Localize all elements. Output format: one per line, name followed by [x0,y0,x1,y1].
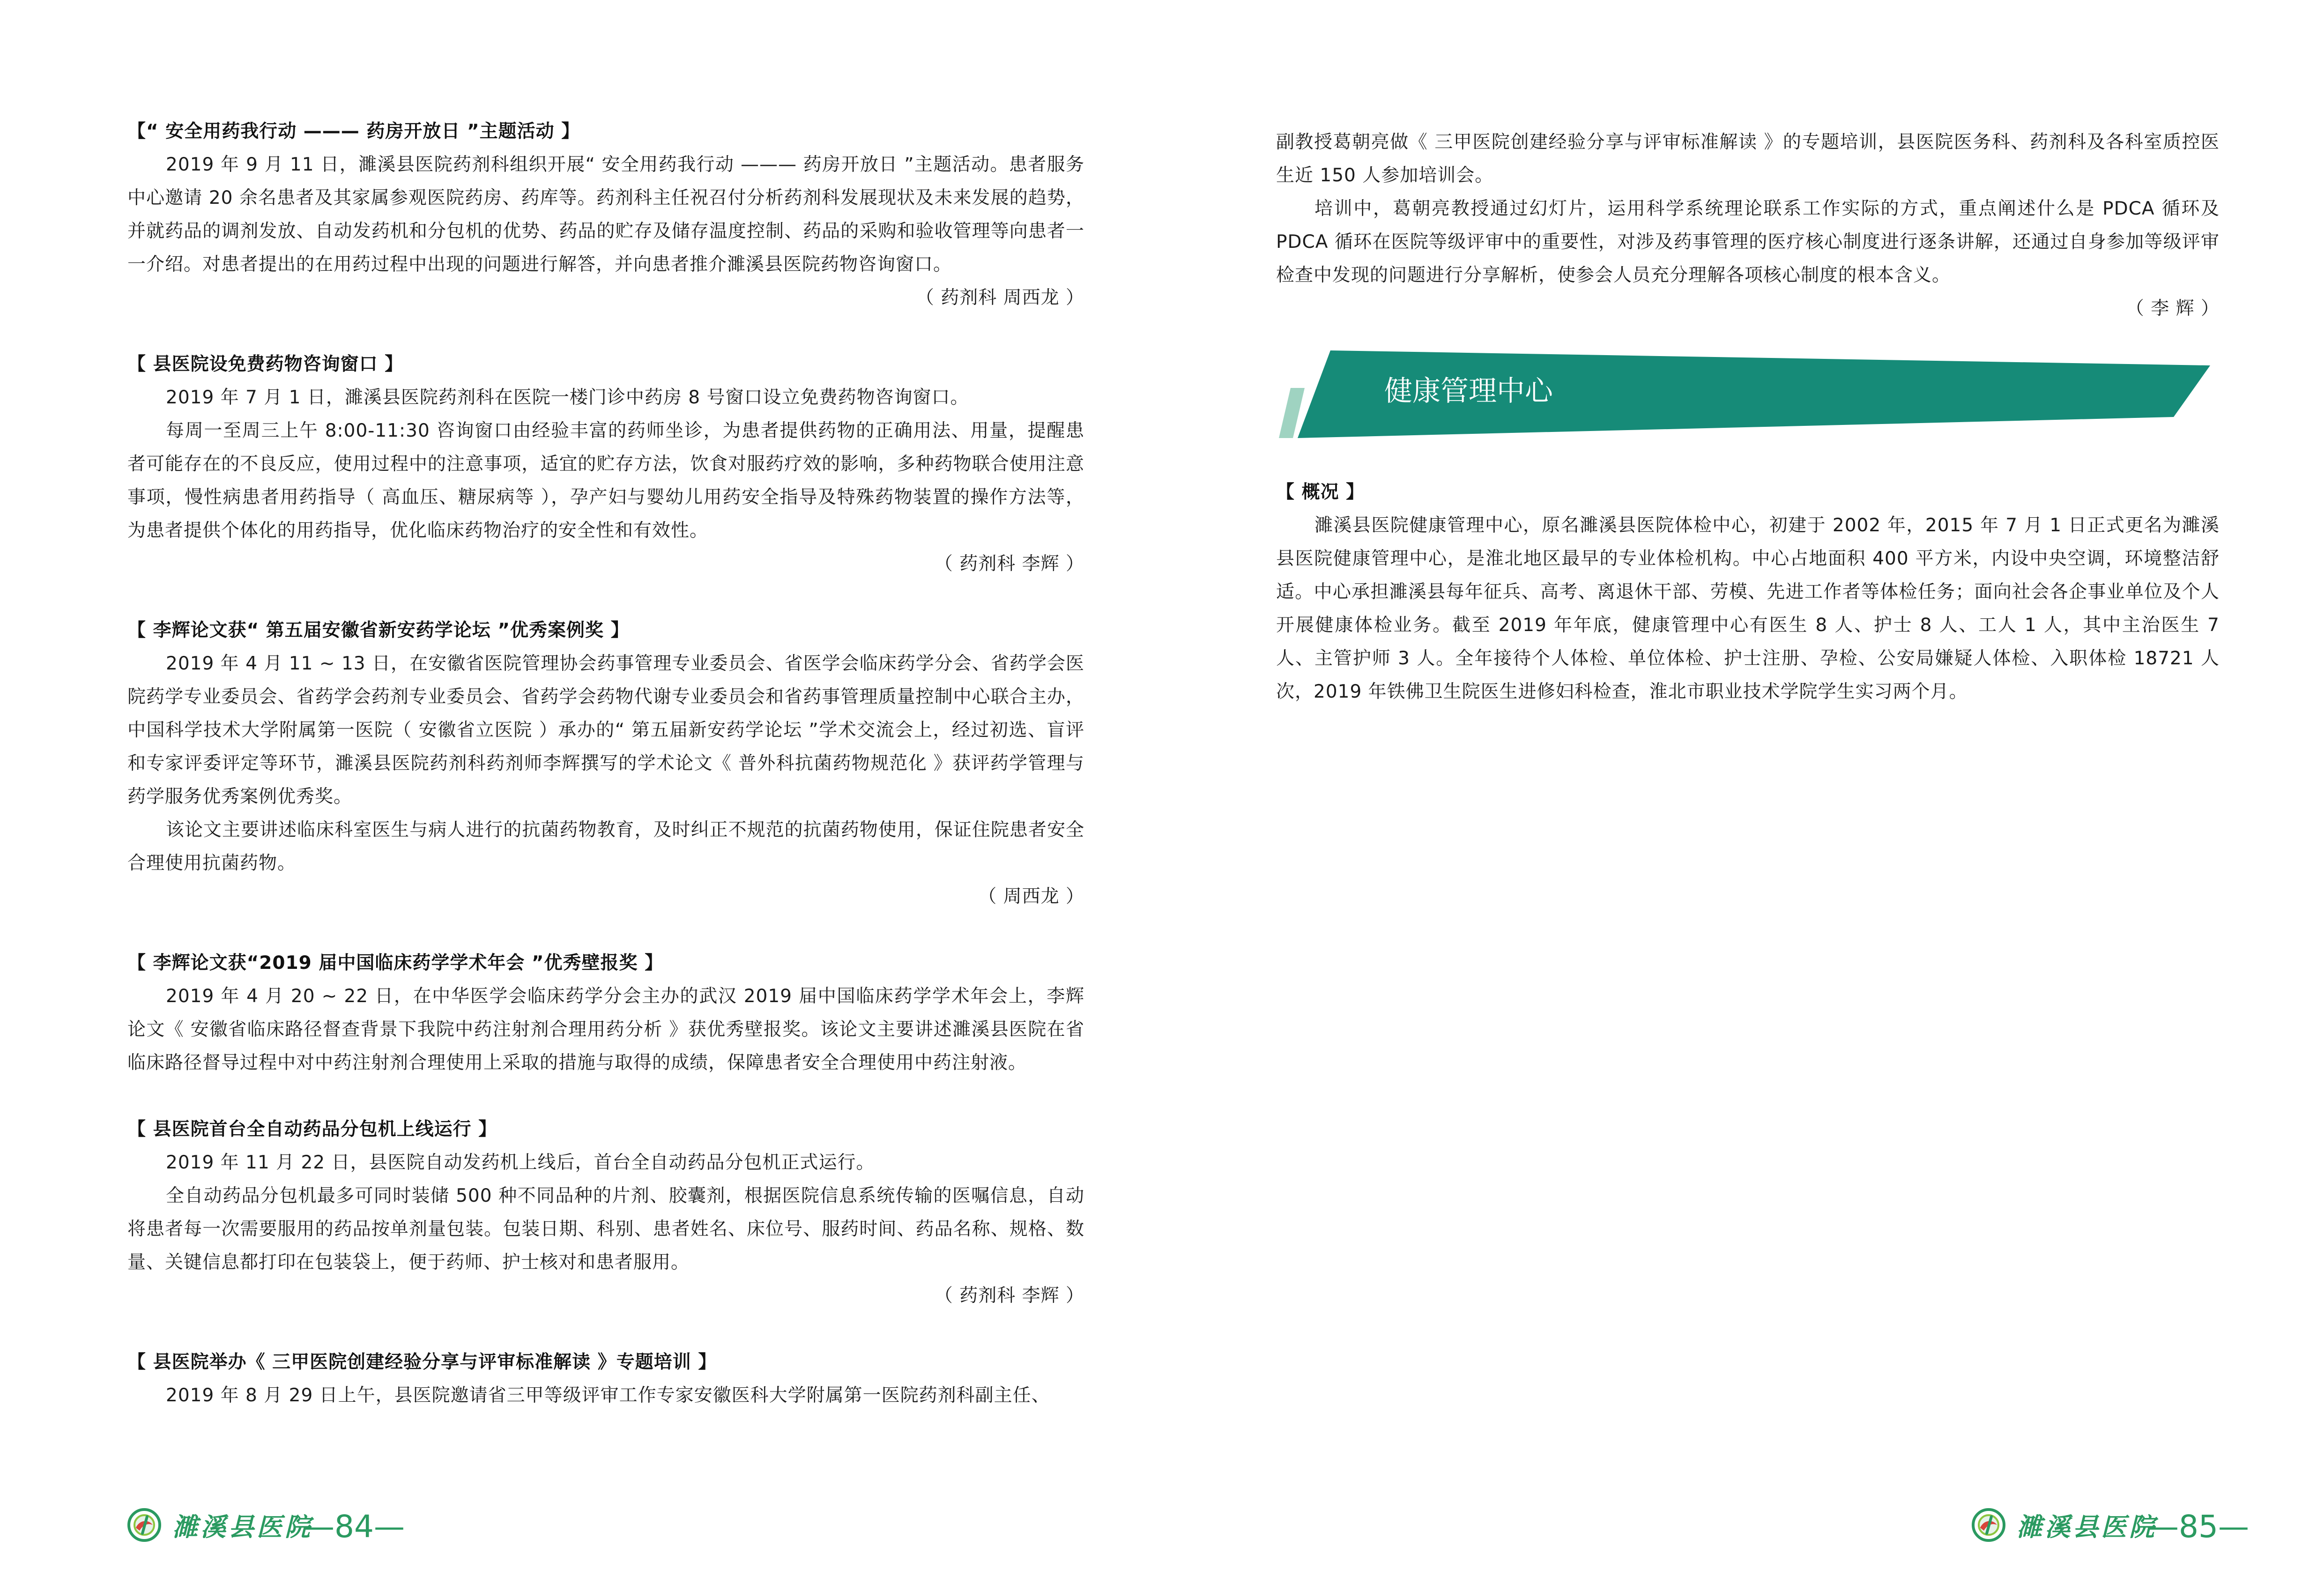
paragraph: 2019 年 4 月 11 ~ 13 日，在安徽省医院管理协会药事管理专业委员会、省医学会临床药学分会、省药学会医院药学专业委员会、省药学会药剂专业委员会、省药学会药物代谢专业委员会和省药事管理质量控制中心联合主办，中国科学技术大学附属第一医院（ 安徽省立医院 ）承办的“ 第五届新安药学论坛 ”学术交流会上，经过初选、盲评和专家评委评定等环节，濉溪县医院药剂科药剂师李辉撰写的学术论文《 普外科抗菌药物规范化 》获评药学管理与药学服务优秀案例优秀奖。 [127,653,1084,807]
hospital-logo-icon [126,1506,163,1544]
paragraph: 全自动药品分包机最多可同时装储 500 种不同品种的片剂、胶囊剂，根据医院信息系统传输的医嘱信息，自动将患者每一次需要服用的药品按单剂量包装。包装日期、科别、患者姓名、床位号、服药时间、药品名称、规格、数量、关键信息都打印在包装袋上，便于药师、护士核对和患者服用。 [127,1185,1084,1273]
author-signature: （ 药剂科 周西龙 ） [915,287,1084,308]
page-number: —84— [304,1509,405,1545]
author-signature: （ 周西龙 ） [978,886,1084,907]
hospital-name: 濉溪县医院 [2017,1512,2157,1542]
section-heading-drug-open-day: 【“ 安全用药我行动 ——— 药房开放日 ”主题活动 】 [127,121,580,142]
author-signature: （ 药剂科 李辉 ） [934,553,1084,574]
overview-block [1276,476,2220,708]
left-page-column [127,115,1084,1412]
section-heading-consult-window: 【 县医院设免费药物咨询窗口 】 [127,354,404,375]
paragraph: 该论文主要讲述临床科室医生与病人进行的抗菌药物教育，及时纠正不规范的抗菌药物使用，保证住院患者安全合理使用抗菌药物。 [127,819,1084,874]
author-signature: （ 李 辉 ） [2125,298,2220,319]
hospital-logo-icon [1970,1506,2007,1544]
section-heading-training: 【 县医院举办《 三甲医院创建经验分享与评审标准解读 》专题培训 】 [127,1352,717,1373]
section-title: 健康管理中心 [1384,375,1553,408]
paragraph: 濉溪县医院健康管理中心，原名濉溪县医院体检中心，初建于 2002 年，2015 年 7 月 1 日正式更名为濉溪县医院健康管理中心，是淮北地区最早的专业体检机构。中心占地面积 400 平方米，内设中央空调，环境整洁舒适。中心承担濉溪县每年征兵、高考、离退休干部、劳模、先进工作者等体检任务；面向社会各企事业单位及个人开展健康体检业务。截至 2019 年年底，健康管理中心有医生 8 人、护士 8 人、工人 1 人，其中主治医生 7 人、主管护师 3 人。全年接待个人体检、单位体检、护士注册、孕检、公安局嫌疑人体检、入职体检 18721 人次，2019 年铁佛卫生院医生进修妇科检查，淮北市职业技术学院学生实习两个月。 [1276,515,2220,702]
right-page-column [1276,126,2220,325]
paragraph: 培训中，葛朝亮教授通过幻灯片，运用科学系统理论联系工作实际的方式，重点阐述什么是 PDCA 循环及 PDCA 循环在医院等级评审中的重要性，对涉及药事管理的医疗核心制度进行逐条讲解，还通过自身参加等级评审检查中发现的问题进行分享解析，使参会人员充分理解各项核心制度的根本含义。 [1276,198,2220,286]
paragraph: 2019 年 9 月 11 日，濉溪县医院药剂科组织开展“ 安全用药我行动 ——— 药房开放日 ”主题活动。患者服务中心邀请 20 余名患者及其家属参观医院药房、药库等。药剂科主任祝召付分析药剂科发展现状及未来发展的趋势，并就药品的调剂发放、自动发药机和分包机的优势、药品的贮存及储存温度控制、药品的采购和验收管理等向患者一一介绍。对患者提出的在用药过程中出现的问题进行解答，并向患者推介濉溪县医院药物咨询窗口。 [127,154,1084,275]
section-heading-poster-award: 【 李辉论文获“2019 届中国临床药学学术年会 ”优秀壁报奖 】 [127,952,664,974]
page-number: —85— [2148,1509,2249,1545]
section-heading-packaging-machine: 【 县医院首台全自动药品分包机上线运行 】 [127,1119,497,1140]
section-heading-overview: 【 概况 】 [1276,482,1365,503]
hospital-name: 濉溪县医院 [172,1512,313,1542]
section-heading-xinan-forum-award: 【 李辉论文获“ 第五届安徽省新安药学论坛 ”优秀案例奖 】 [127,620,630,641]
paragraph-continued: 副教授葛朝亮做《 三甲医院创建经验分享与评审标准解读 》的专题培训，县医院医务科、药剂科及各科室质控医生近 150 人参加培训会。 [1276,132,2220,186]
paragraph: 2019 年 8 月 29 日上午，县医院邀请省三甲等级评审工作专家安徽医科大学附属第一医院药剂科副主任、 [166,1385,1050,1406]
paragraph: 2019 年 11 月 22 日，县医院自动发药机上线后，首台全自动药品分包机正式运行。 [166,1152,875,1173]
paragraph: 2019 年 7 月 1 日，濉溪县医院药剂科在医院一楼门诊中药房 8 号窗口设立免费药物咨询窗口。 [166,387,969,408]
paragraph: 每周一至周三上午 8:00-11:30 咨询窗口由经验丰富的药师坐诊，为患者提供药物的正确用法、用量，提醒患者可能存在的不良反应，使用过程中的注意事项，适宜的贮存方法，饮食对服药疗效的影响，多种药物联合使用注意事项，慢性病患者用药指导（ 高血压、糖尿病等 ），孕产妇与婴幼儿用药安全指导及特殊药物装置的操作方法等，为患者提供个体化的用药指导，优化临床药物治疗的安全性和有效性。 [127,420,1084,541]
section-banner [1265,347,2216,440]
author-signature: （ 药剂科 李辉 ） [934,1285,1084,1306]
paragraph: 2019 年 4 月 20 ~ 22 日，在中华医学会临床药学分会主办的武汉 2019 届中国临床药学学术年会上，李辉论文《 安徽省临床路径督查背景下我院中药注射剂合理用药分析 》获优秀壁报奖。该论文主要讲述濉溪县医院在省临床路径督导过程中对中药注射剂合理使用上采取的措施与取得的成绩，保障患者安全合理使用中药注射液。 [127,986,1084,1073]
